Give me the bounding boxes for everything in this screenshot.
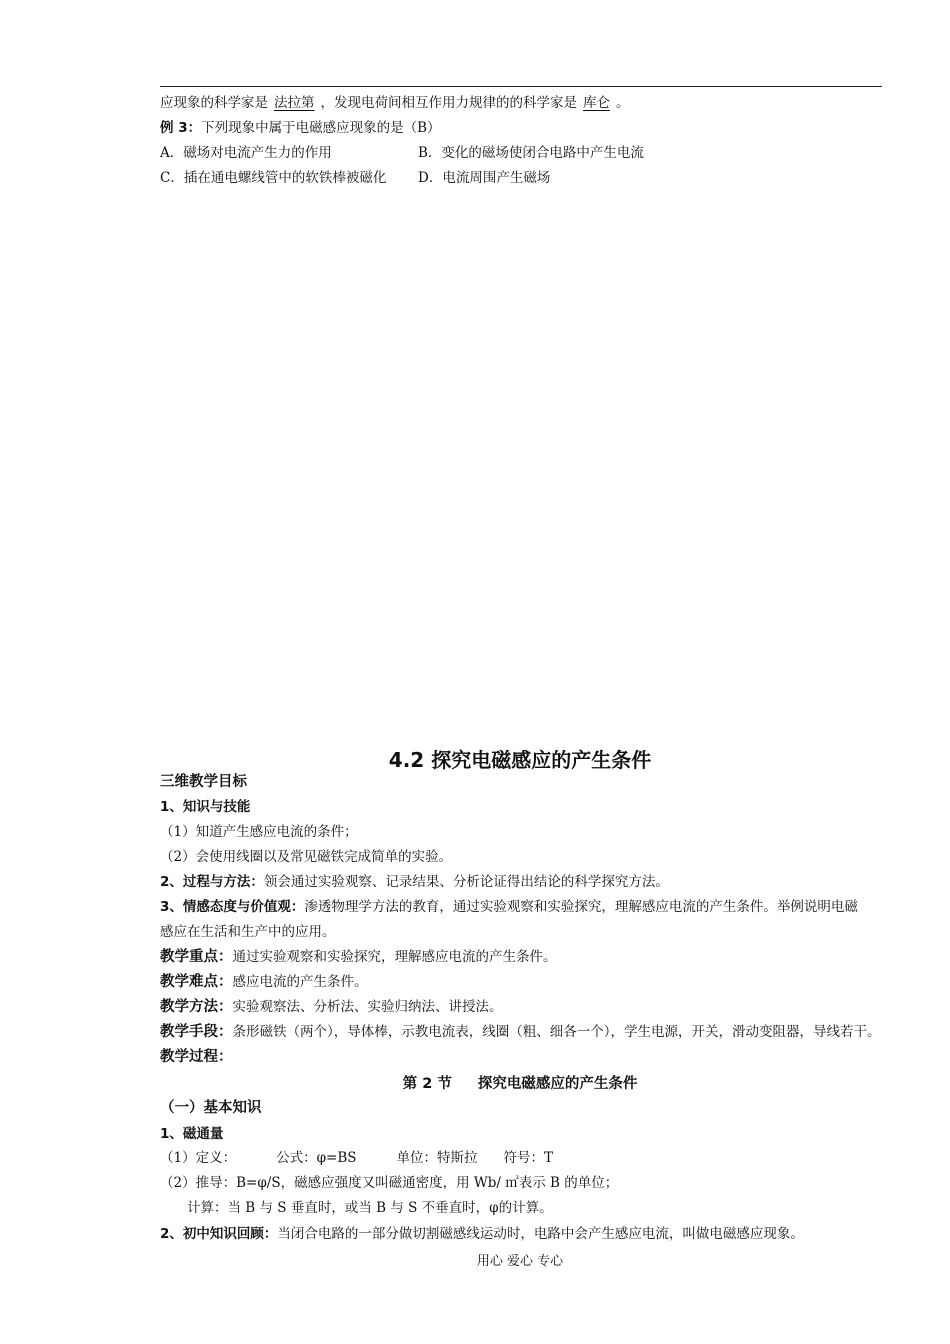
goal-3-label: 3、情感态度与价值观： xyxy=(160,899,305,915)
goal-1-item-2: （2）会使用线圈以及常见磁铁完成简单的实验。 xyxy=(160,849,453,865)
flux-symbol: 符号：T xyxy=(503,1150,554,1166)
goal-3 xyxy=(160,898,858,916)
method-text: 实验观察法、分析法、实验归纳法、讲授法。 xyxy=(232,999,503,1015)
key-point xyxy=(160,948,557,966)
goal-1-item-1: （1）知道产生感应电流的条件； xyxy=(160,824,358,840)
option-d xyxy=(418,169,550,187)
basic-knowledge-heading: （一）基本知识 xyxy=(160,1100,262,1116)
flux-definition: （1）定义： xyxy=(160,1150,237,1166)
section-number: 第 2 节 xyxy=(402,1076,452,1092)
option-c xyxy=(160,169,386,187)
junior-review xyxy=(160,1225,804,1243)
flux-calculation: 计算：当 B 与 S 垂直时，或当 B 与 S 不垂直时，φ的计算。 xyxy=(187,1200,553,1216)
review-label: 2、初中知识回顾： xyxy=(160,1226,278,1242)
method-label: 教学方法： xyxy=(160,999,233,1015)
key-point-label: 教学重点： xyxy=(160,949,233,965)
header-rule xyxy=(160,86,882,87)
flux-formula: 公式：φ=BS xyxy=(276,1150,357,1166)
means-label: 教学手段： xyxy=(160,1024,233,1040)
sentence-middle: ，发现电荷间相互作用力规律的的科学家是 xyxy=(320,95,577,111)
key-point-text: 通过实验观察和实验探究，理解感应电流的产生条件。 xyxy=(232,949,557,965)
flux-heading: 1、磁通量 xyxy=(160,1126,224,1142)
sentence-end: 。 xyxy=(616,95,630,111)
goal-3-text: 渗透物理学方法的教育，通过实验观察和实验探究，理解感应电流的产生条件。举例说明电磁 xyxy=(304,899,858,915)
example-label: 例 3： xyxy=(160,120,202,136)
teaching-means xyxy=(160,1023,881,1041)
process-label: 教学过程： xyxy=(160,1049,233,1065)
flux-definition-row xyxy=(160,1149,553,1167)
goal-2 xyxy=(160,873,669,891)
flux-derivation: （2）推导：B=φ/S，磁感应强度又叫磁通密度，用 Wb/ ㎡表示 B 的单位； xyxy=(160,1175,619,1191)
section-heading xyxy=(0,1072,950,1093)
option-d-text: D．电流周围产生磁场 xyxy=(418,170,551,186)
teaching-method xyxy=(160,998,503,1016)
goals-heading: 三维教学目标 xyxy=(160,774,247,790)
option-b xyxy=(418,144,644,162)
difficulty xyxy=(160,973,368,991)
sentence-start: 应现象的科学家是 xyxy=(160,95,268,111)
review-text: 当闭合电路的一部分做切割磁感线运动时，电路中会产生感应电流，叫做电磁感应现象。 xyxy=(277,1226,804,1242)
example-3 xyxy=(160,119,441,137)
difficulty-text: 感应电流的产生条件。 xyxy=(232,974,368,990)
goal-2-text: 领会通过实验观察、记录结果、分析论证得出结论的科学探究方法。 xyxy=(263,874,669,890)
option-a xyxy=(160,144,332,162)
difficulty-label: 教学难点： xyxy=(160,974,233,990)
lesson-title: 4.2 探究电磁感应的产生条件 xyxy=(388,748,652,772)
goal-3-continued: 感应在生活和生产中的应用。 xyxy=(160,924,336,940)
option-b-text: B．变化的磁场使闭合电路中产生电流 xyxy=(418,145,644,161)
answer-coulomb: 库仑 xyxy=(583,95,610,111)
section-title: 探究电磁感应的产生条件 xyxy=(477,1076,638,1092)
example-question: 下列现象中属于电磁感应现象的是（B） xyxy=(201,120,441,136)
means-text: 条形磁铁（两个），导体棒，示教电流表，线圈（粗、细各一个），学生电源，开关，滑动变阻器，导线若干。 xyxy=(232,1024,881,1040)
option-a-text: A．磁场对电流产生力的作用 xyxy=(160,145,332,161)
goal-2-label: 2、过程与方法： xyxy=(160,874,264,890)
option-c-text: C．插在通电螺线管中的软铁棒被磁化 xyxy=(160,170,387,186)
scientist-sentence xyxy=(160,94,630,112)
goal-1-heading: 1、知识与技能 xyxy=(160,799,251,815)
page-footer: 用心 爱心 专心 xyxy=(476,1254,564,1269)
flux-unit: 单位：特斯拉 xyxy=(396,1150,478,1166)
answer-faraday: 法拉第 xyxy=(274,95,315,111)
